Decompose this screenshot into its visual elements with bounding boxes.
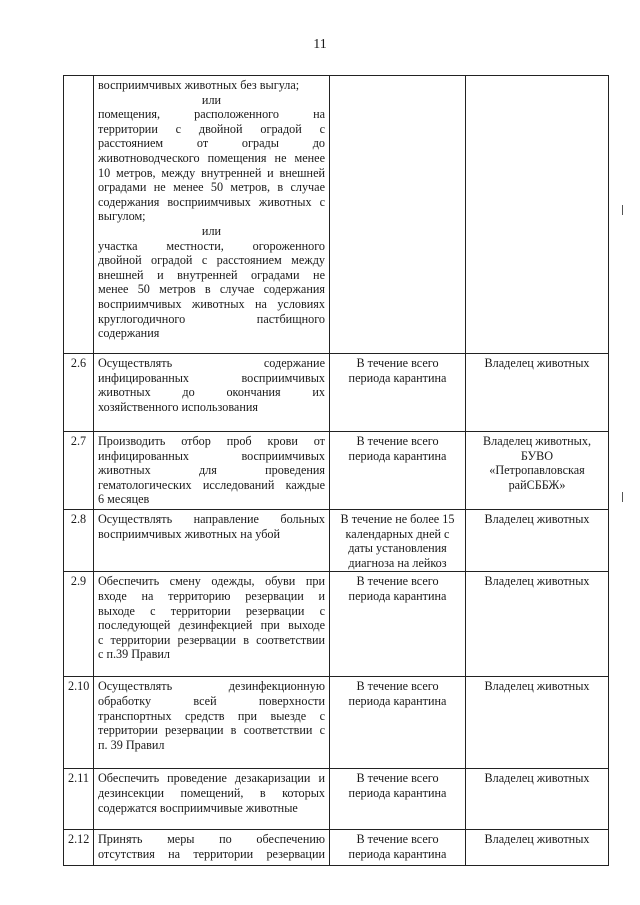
- text-line: «Петропавловская: [489, 463, 585, 478]
- text-line: менее 50 метров в случае содержания: [98, 282, 325, 297]
- responsible-cell: [466, 76, 609, 354]
- text-line: Владелец животных,: [482, 434, 591, 448]
- responsible-cell: [466, 769, 609, 830]
- row-number-cell: 2.8: [64, 510, 94, 572]
- text-line: п. 39 Правил: [98, 737, 165, 752]
- responsible-cell: [466, 677, 609, 769]
- row-number-cell: 2.6: [64, 354, 94, 432]
- table-row-2-6: [64, 354, 609, 432]
- text-line: даты установления: [348, 541, 447, 556]
- row-number-cell: 2.10: [64, 677, 94, 769]
- text-line: В течение всего: [356, 356, 439, 370]
- page-number: 11: [313, 37, 327, 52]
- text-line: территории с двойной оградой с: [98, 121, 325, 136]
- text-line: территории резервации в соответствии с: [98, 723, 325, 738]
- row-number-cell: 2.12: [64, 830, 94, 866]
- text-line: Владелец животных: [484, 679, 590, 694]
- text-line: диагноза на лейкоз: [348, 555, 447, 570]
- term-cell: [330, 572, 466, 677]
- table-row-continuation: [64, 76, 609, 354]
- text-line: или: [201, 223, 222, 238]
- text-line: Обеспечить смену одежды, обуви при: [98, 574, 325, 589]
- text-line: гематологических исследований каждые: [98, 477, 325, 492]
- term-cell: [330, 677, 466, 769]
- text-line: расстоянием от ограды до: [98, 136, 325, 151]
- text-line: содержания восприимчивых животных с: [98, 194, 325, 209]
- text-line: Принять меры по обеспечению: [98, 832, 325, 847]
- text-line: хозяйственного использования: [98, 399, 258, 414]
- text-line: с п.39 Правил: [98, 647, 170, 662]
- text-line: восприимчивых животных на убой: [98, 526, 281, 541]
- row-number-cell: 2.11: [64, 769, 94, 830]
- table-row-2-9: [64, 572, 609, 677]
- text-line: В течение всего: [356, 574, 439, 589]
- text-line: Владелец животных: [484, 771, 590, 786]
- text-line: выгулом;: [98, 209, 146, 224]
- text-line: входе на территорию резервации и: [98, 588, 325, 603]
- text-line: Осуществлять направление больных: [98, 512, 325, 526]
- text-line: Обеспечить проведение дезакаризации и: [98, 771, 325, 786]
- term-cell: [330, 830, 466, 866]
- text-line: круглогодичного пастбищного: [98, 311, 325, 326]
- responsible-cell: [466, 432, 609, 510]
- text-line: восприимчивых животных без выгула;: [98, 78, 300, 92]
- responsible-cell: [466, 354, 609, 432]
- action-cell: [94, 76, 330, 354]
- text-line: транспортных средств при выезде с: [98, 708, 325, 723]
- text-line: участка местности, огороженного: [98, 238, 325, 253]
- text-line: 10 метров, между внутренней и внешней: [98, 165, 325, 180]
- text-line: помещения, расположенного на: [98, 107, 325, 122]
- row-number-cell: 2.9: [64, 572, 94, 677]
- text-line: Производить отбор проб крови от: [98, 434, 325, 448]
- margin-mark-top: [622, 205, 623, 215]
- term-cell: [330, 510, 466, 572]
- text-line: периода карантина: [348, 370, 447, 385]
- text-line: Владелец животных: [484, 574, 590, 589]
- text-line: В течение всего: [356, 832, 439, 847]
- text-line: 6 месяцев: [98, 492, 150, 507]
- action-cell: [94, 830, 330, 866]
- text-line: В течение всего: [356, 679, 439, 694]
- text-line: с территории резервации в соответствии: [98, 632, 325, 647]
- table-row-2-11: [64, 769, 609, 830]
- responsible-cell: [466, 510, 609, 572]
- text-line: восприимчивых животных на условиях: [98, 296, 325, 311]
- text-line: содержатся восприимчивые животные: [98, 800, 298, 815]
- term-cell: [330, 432, 466, 510]
- table-row-2-7: [64, 432, 609, 510]
- text-line: периода карантина: [348, 785, 447, 800]
- text-line: В течение не более 15: [340, 512, 455, 526]
- text-line: оградами не менее 50 метров, в случае: [98, 180, 325, 195]
- text-line: животных до окончания их: [98, 385, 325, 400]
- text-line: дезинсекции помещений, в которых: [98, 785, 325, 800]
- table-row-2-12: [64, 830, 609, 866]
- term-cell: [330, 354, 466, 432]
- text-line: или: [201, 92, 222, 107]
- action-cell: [94, 354, 330, 432]
- text-line: периода карантина: [348, 693, 447, 708]
- term-cell: [330, 769, 466, 830]
- action-cell: [94, 572, 330, 677]
- text-line: последующей дезинфекцией при выходе: [98, 618, 325, 633]
- text-line: обработку всей поверхности: [98, 693, 325, 708]
- margin-mark-bottom: [622, 492, 623, 502]
- action-cell: [94, 677, 330, 769]
- action-cell: [94, 510, 330, 572]
- row-number-cell: 2.7: [64, 432, 94, 510]
- text-line: выходе с территории резервации с: [98, 603, 325, 618]
- action-cell: [94, 769, 330, 830]
- table-row-2-8: [64, 510, 609, 572]
- row-number-cell: [64, 76, 94, 354]
- quarantine-measures-table: [63, 75, 609, 866]
- text-line: Осуществлять содержание: [98, 356, 325, 370]
- responsible-cell: [466, 572, 609, 677]
- text-line: инфицированных восприимчивых: [98, 448, 325, 463]
- term-cell: [330, 76, 466, 354]
- text-line: двойной оградой с расстоянием между: [98, 253, 325, 268]
- text-line: Владелец животных: [484, 512, 590, 526]
- text-line: периода карантина: [348, 846, 447, 861]
- text-line: В течение всего: [356, 771, 439, 786]
- text-line: райСББЖ»: [508, 477, 566, 492]
- text-line: внешней и внутренней оградами не: [98, 267, 325, 282]
- text-line: В течение всего: [356, 434, 439, 448]
- action-cell: [94, 432, 330, 510]
- text-line: календарных дней с: [345, 526, 450, 541]
- table-row-2-10: [64, 677, 609, 769]
- text-line: Владелец животных: [484, 356, 590, 370]
- text-line: животноводческого помещения не менее: [98, 150, 325, 165]
- text-line: содержания: [98, 326, 160, 341]
- text-line: инфицированных восприимчивых: [98, 370, 325, 385]
- text-line: животных для проведения: [98, 463, 325, 478]
- responsible-cell: [466, 830, 609, 866]
- text-line: периода карантина: [348, 588, 447, 603]
- text-line: БУВО: [520, 448, 554, 463]
- text-line: Владелец животных: [484, 832, 590, 847]
- text-line: периода карантина: [348, 448, 447, 463]
- text-line: Осуществлять дезинфекционную: [98, 679, 325, 694]
- text-line: отсутствия на территории резервации: [98, 846, 325, 861]
